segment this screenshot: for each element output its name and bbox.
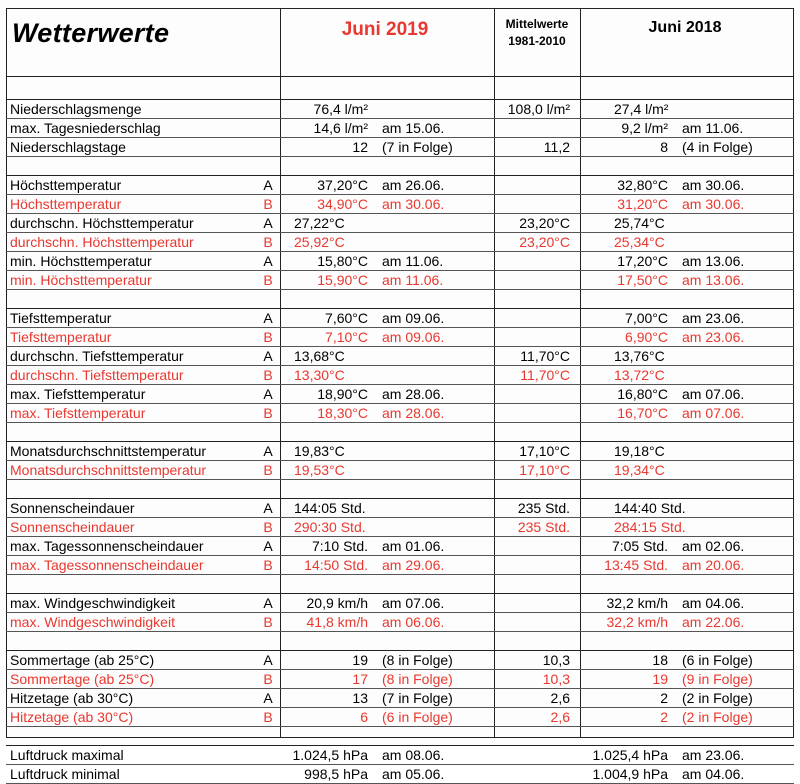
table-row — [6, 176, 794, 195]
note-2019: am 08.06. — [382, 747, 445, 763]
station-code: B — [263, 272, 273, 288]
station-code: A — [263, 177, 273, 193]
value-2019: 13,30°C — [294, 367, 345, 383]
value-2018: 25,74°C — [614, 215, 665, 231]
value-2019: 17 — [352, 671, 368, 687]
note-2018: am 23.06. — [682, 310, 745, 326]
station-code: B — [263, 614, 273, 630]
mittelwerte-period: 1981-2010 — [508, 34, 566, 48]
note-2019: (7 in Folge) — [382, 139, 453, 155]
section-spacer — [6, 81, 794, 100]
row-label: durchschn. Tiefsttemperatur — [10, 367, 184, 383]
station-code: A — [263, 652, 273, 668]
value-2018: 32,2 km/h — [606, 595, 668, 611]
table-row — [6, 138, 794, 157]
value-mittelwert: 23,20°C — [519, 215, 570, 231]
value-2019: 19 — [352, 652, 368, 668]
table-row — [6, 613, 794, 632]
station-code: A — [263, 386, 273, 402]
value-mittelwert: 11,70°C — [520, 348, 570, 364]
table-row — [6, 366, 794, 385]
value-2019: 20,9 km/h — [306, 595, 368, 611]
value-mittelwert: 11,2 — [543, 139, 570, 155]
row-label: Tiefsttemperatur — [10, 329, 112, 345]
row-label: Höchsttemperatur — [10, 177, 122, 193]
value-2018: 13,72°C — [614, 367, 665, 383]
note-2018: (2 in Folge) — [682, 690, 753, 706]
value-2019: 13 — [352, 690, 368, 706]
row-label: max. Windgeschwindigkeit — [10, 595, 175, 611]
station-code: B — [263, 671, 273, 687]
table-row — [6, 119, 794, 138]
section-spacer — [6, 632, 794, 651]
value-2019: 6 — [360, 709, 368, 725]
row-label: max. Tagesniederschlag — [10, 120, 161, 136]
note-2019: (8 in Folge) — [382, 652, 453, 668]
note-2019: am 07.06. — [382, 595, 445, 611]
table-row — [6, 708, 794, 727]
value-2019: 15,90°C — [317, 272, 368, 288]
value-2018: 32,80°C — [617, 177, 668, 193]
note-2018: am 23.06. — [682, 329, 745, 345]
note-2018: am 30.06. — [682, 177, 745, 193]
row-label: Hitzetage (ab 30°C) — [10, 709, 134, 725]
header-separator — [6, 76, 794, 77]
row-label: min. Höchsttemperatur — [10, 272, 152, 288]
note-2018: (9 in Folge) — [682, 671, 753, 687]
row-label: Monatsdurchschnittstemperatur — [10, 443, 207, 459]
station-code: B — [263, 196, 273, 212]
value-2018: 2 — [660, 690, 668, 706]
row-label: max. Windgeschwindigkeit — [10, 614, 175, 630]
row-label: Sonnenscheindauer — [10, 519, 135, 535]
value-mittelwert: 235 Std. — [517, 500, 570, 516]
table-row — [6, 195, 794, 214]
value-2018: 18 — [652, 652, 668, 668]
table-row — [6, 670, 794, 689]
value-2019: 14,6 l/m² — [313, 120, 368, 136]
note-2019: am 06.06. — [382, 614, 445, 630]
value-2018: 7:05 Std. — [611, 538, 668, 554]
value-mittelwert: 235 Std. — [517, 519, 570, 535]
row-label: max. Tiefsttemperatur — [10, 405, 146, 421]
note-2018: am 13.06. — [682, 272, 745, 288]
station-code: B — [263, 519, 273, 535]
table-row — [6, 594, 794, 613]
column-header-mittelwerte — [495, 16, 579, 50]
value-2019: 290:30 Std. — [294, 519, 366, 535]
value-2018: 144:40 Std. — [614, 500, 686, 516]
note-2018: am 23.06. — [682, 747, 745, 763]
table-row — [6, 347, 794, 366]
value-mittelwert: 23,20°C — [519, 234, 570, 250]
station-code: A — [263, 538, 273, 554]
column-header-2018: Juni 2018 — [648, 19, 722, 36]
value-2019: 14:50 Std. — [304, 557, 368, 573]
note-2018: am 02.06. — [682, 538, 745, 554]
value-2018: 1.025,4 hPa — [592, 747, 668, 763]
row-label: Sonnenscheindauer — [10, 500, 135, 516]
value-2018: 7,00°C — [625, 310, 668, 326]
value-2018: 19 — [652, 671, 668, 687]
value-2018: 2 — [660, 709, 668, 725]
value-2019: 18,30°C — [317, 405, 368, 421]
row-label: Hitzetage (ab 30°C) — [10, 690, 134, 706]
value-mittelwert: 17,10°C — [519, 462, 570, 478]
row-label: durchschn. Höchsttemperatur — [10, 215, 194, 231]
row-label: durchschn. Höchsttemperatur — [10, 234, 194, 250]
table-row — [6, 385, 794, 404]
table-row — [6, 233, 794, 252]
value-2018: 6,90°C — [625, 329, 668, 345]
table-row — [6, 746, 794, 765]
section-spacer — [6, 423, 794, 442]
table-row — [6, 404, 794, 423]
station-code: A — [263, 500, 273, 516]
note-2019: am 09.06. — [382, 310, 445, 326]
page-title: Wetterwerte — [12, 18, 170, 48]
value-2018: 27,4 l/m² — [614, 101, 669, 117]
station-code: B — [263, 329, 273, 345]
section-spacer — [6, 575, 794, 594]
value-2018: 284:15 Std. — [614, 519, 686, 535]
note-2019: am 28.06. — [382, 405, 445, 421]
value-2019: 7,60°C — [325, 310, 368, 326]
value-2019: 7,10°C — [325, 329, 368, 345]
station-code: B — [263, 462, 273, 478]
note-2019: am 09.06. — [382, 329, 445, 345]
section-spacer — [6, 290, 794, 309]
table-row — [6, 537, 794, 556]
value-2019: 13,68°C — [294, 348, 345, 364]
note-2018: am 20.06. — [682, 557, 745, 573]
value-2019: 25,92°C — [294, 234, 345, 250]
note-2019: am 30.06. — [382, 196, 445, 212]
note-2018: am 30.06. — [682, 196, 745, 212]
note-2018: am 04.06. — [682, 595, 745, 611]
value-2018: 9,2 l/m² — [621, 120, 668, 136]
table-row — [6, 518, 794, 537]
value-2018: 13,76°C — [614, 348, 665, 364]
note-2018: (4 in Folge) — [682, 139, 753, 155]
station-code: A — [263, 690, 273, 706]
row-label: min. Höchsttemperatur — [10, 253, 152, 269]
value-mittelwert: 2,6 — [550, 709, 570, 725]
station-code: B — [263, 234, 273, 250]
station-code: B — [263, 405, 273, 421]
table-row — [6, 499, 794, 518]
section-spacer — [6, 480, 794, 499]
row-label: max. Tagessonnenscheindauer — [10, 538, 204, 554]
row-label: Niederschlagsmenge — [10, 101, 142, 117]
value-2019: 37,20°C — [317, 177, 368, 193]
note-2019: (8 in Folge) — [382, 671, 453, 687]
row-label: Sommertage (ab 25°C) — [10, 671, 155, 687]
value-2019: 27,22°C — [294, 215, 345, 231]
value-2019: 7:10 Std. — [311, 538, 368, 554]
value-2019: 76,4 l/m² — [313, 101, 368, 117]
row-label: Luftdruck minimal — [10, 766, 120, 782]
value-2018: 17,20°C — [617, 253, 668, 269]
value-2018: 25,34°C — [614, 234, 665, 250]
value-mittelwert: 2,6 — [550, 690, 570, 706]
value-2018: 19,18°C — [614, 443, 665, 459]
table-row — [6, 100, 794, 119]
mittelwerte-label: Mittelwerte — [505, 17, 569, 31]
row-label: Sommertage (ab 25°C) — [10, 652, 155, 668]
column-header-2019: Juni 2019 — [341, 19, 429, 40]
note-2019: am 15.06. — [382, 120, 445, 136]
section-spacer — [6, 157, 794, 176]
note-2019: am 05.06. — [382, 766, 445, 782]
value-2019: 18,90°C — [317, 386, 368, 402]
note-2018: am 07.06. — [682, 386, 745, 402]
weather-table — [6, 81, 794, 784]
note-2018: (6 in Folge) — [682, 652, 753, 668]
station-code: B — [263, 367, 273, 383]
note-2018: am 13.06. — [682, 253, 745, 269]
value-2019: 15,80°C — [317, 253, 368, 269]
value-2019: 1.024,5 hPa — [292, 747, 368, 763]
value-mittelwert: 108,0 l/m² — [507, 101, 570, 117]
note-2018: am 07.06. — [682, 405, 745, 421]
station-code: A — [263, 595, 273, 611]
table-row — [6, 651, 794, 670]
table-row — [6, 442, 794, 461]
note-2019: am 28.06. — [382, 386, 445, 402]
row-label: Höchsttemperatur — [10, 196, 122, 212]
value-mittelwert: 10,3 — [542, 652, 570, 668]
note-2019: am 11.06. — [382, 272, 444, 288]
value-2018: 19,34°C — [614, 462, 665, 478]
value-2018: 17,50°C — [617, 272, 668, 288]
row-label: durchschn. Tiefsttemperatur — [10, 348, 184, 364]
station-code: A — [263, 215, 273, 231]
value-2019: 998,5 hPa — [304, 766, 368, 782]
table-row — [6, 328, 794, 347]
value-2018: 32,2 km/h — [606, 614, 668, 630]
note-2018: am 22.06. — [682, 614, 745, 630]
value-2019: 19,53°C — [294, 462, 345, 478]
value-2018: 16,80°C — [617, 386, 668, 402]
station-code: A — [263, 253, 273, 269]
row-label: Luftdruck maximal — [10, 747, 124, 763]
table-row — [6, 271, 794, 290]
section-spacer — [6, 727, 794, 746]
table-row — [6, 765, 794, 784]
note-2019: am 01.06. — [382, 538, 445, 554]
value-2019: 144:05 Std. — [294, 500, 366, 516]
note-2019: am 11.06. — [382, 253, 444, 269]
value-mittelwert: 11,70°C — [520, 367, 570, 383]
station-code: A — [263, 443, 273, 459]
note-2019: am 26.06. — [382, 177, 445, 193]
value-2018: 13:45 Std. — [604, 557, 668, 573]
table-row — [6, 689, 794, 708]
value-2019: 12 — [352, 139, 368, 155]
frame-top-border — [6, 8, 794, 9]
station-code: B — [263, 709, 273, 725]
value-2018: 31,20°C — [617, 196, 668, 212]
row-label: Niederschlagstage — [10, 139, 126, 155]
table-row — [6, 461, 794, 480]
row-label: Monatsdurchschnittstemperatur — [10, 462, 207, 478]
value-2019: 41,8 km/h — [306, 614, 368, 630]
station-code: B — [263, 557, 273, 573]
note-2018: am 11.06. — [682, 120, 744, 136]
table-row — [6, 252, 794, 271]
value-mittelwert: 10,3 — [542, 671, 570, 687]
table-row — [6, 214, 794, 233]
station-code: A — [263, 348, 273, 364]
value-2018: 16,70°C — [617, 405, 668, 421]
value-2019: 19,83°C — [294, 443, 345, 459]
row-label: max. Tagessonnenscheindauer — [10, 557, 204, 573]
value-2018: 8 — [660, 139, 668, 155]
note-2019: am 29.06. — [382, 557, 445, 573]
station-code: A — [263, 310, 273, 326]
note-2019: (7 in Folge) — [382, 690, 453, 706]
note-2019: (6 in Folge) — [382, 709, 453, 725]
table-row — [6, 309, 794, 328]
row-label: max. Tiefsttemperatur — [10, 386, 146, 402]
value-2019: 34,90°C — [317, 196, 368, 212]
note-2018: (2 in Folge) — [682, 709, 753, 725]
note-2018: am 04.06. — [682, 766, 745, 782]
table-row — [6, 556, 794, 575]
value-2018: 1.004,9 hPa — [592, 766, 668, 782]
row-label: Tiefsttemperatur — [10, 310, 112, 326]
value-mittelwert: 17,10°C — [519, 443, 570, 459]
